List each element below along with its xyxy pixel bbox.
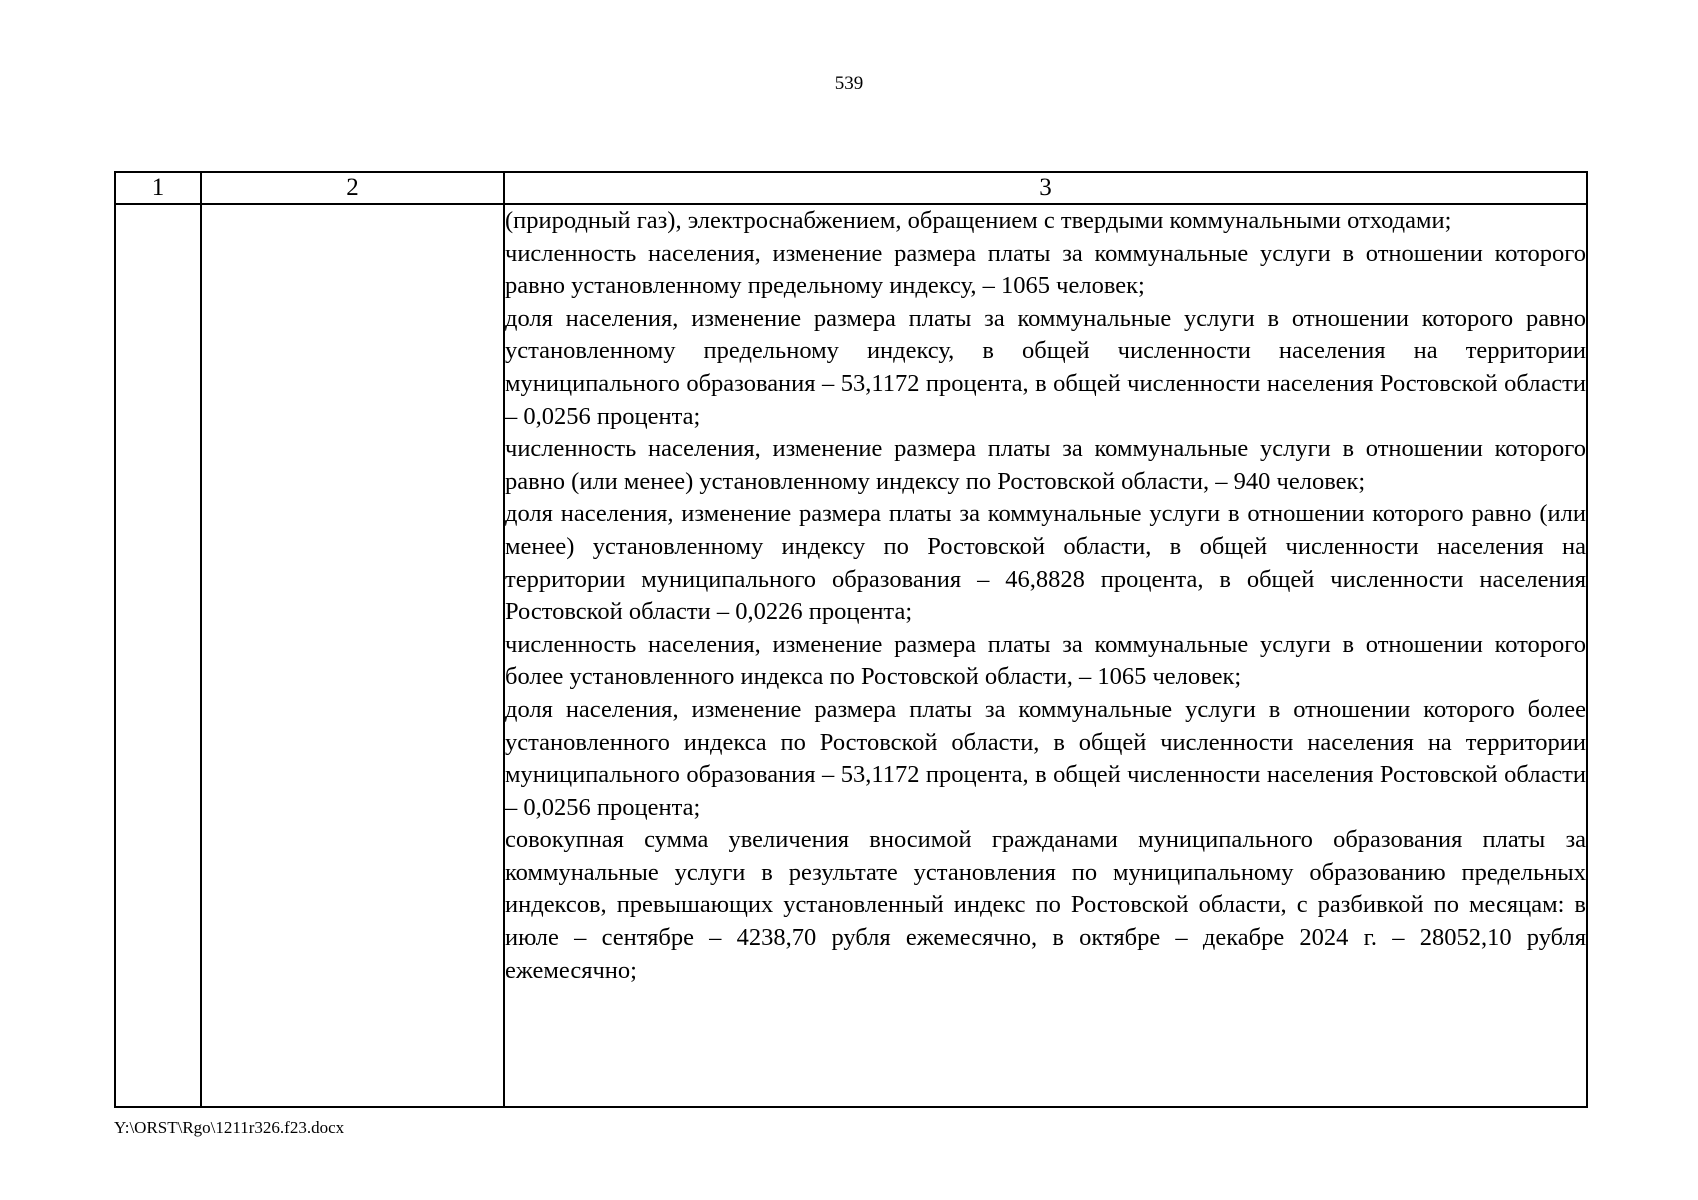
column-header-3: 3	[504, 172, 1587, 204]
table-header-row	[115, 172, 1587, 204]
paragraph: доля населения, изменение размера платы за коммунальные услуги в отношении которого более установленного индекса по Ростовской области, в общей численности населения на территории муниципального образования – 53,1172 процента, в общей численности населения Ростовской области – 0,0256 процента;	[505, 695, 1586, 821]
page-number: 539	[834, 73, 864, 94]
paragraph: доля населения, изменение размера платы за коммунальные услуги в отношении которого равно (или менее) установленному индексу по Ростовской области, в общей численности населения на территории муниципального образования – 46,8828 процента, в общей численности населения Ростовской области – 0,0226 процента;	[505, 500, 1586, 626]
footer-file-path: Y:\ORST\Rgo\1211r326.f23.docx	[114, 1118, 345, 1137]
paragraph: численность населения, изменение размера платы за коммунальные услуги в отношении которого равно установленному предельному индексу, – 1065 человек;	[505, 239, 1586, 300]
paragraph: (природный газ), электроснабжением, обращением с твердыми коммунальными отходами;	[505, 207, 1452, 234]
table-row	[115, 204, 1587, 1107]
document-table	[114, 171, 1588, 1108]
column-header-1: 1	[115, 172, 201, 204]
table-cell-col1	[115, 204, 201, 1107]
table-cell-col2	[201, 204, 504, 1107]
column-header-2: 2	[201, 172, 504, 204]
paragraph: численность населения, изменение размера платы за коммунальные услуги в отношении которого более установленного индекса по Ростовской области, – 1065 человек;	[505, 630, 1586, 691]
paragraph: доля населения, изменение размера платы за коммунальные услуги в отношении которого равно установленному предельному индексу, в общей численности населения на территории муниципального образования – 53,1172 процента, в общей численности населения Ростовской области – 0,0256 процента;	[505, 304, 1586, 430]
paragraph: совокупная сумма увеличения вносимой гражданами муниципального образования платы за коммунальные услуги в результате установления по муниципальному образованию предельных индексов, превышающих установленный индекс по Ростовской области, с разбивкой по месяцам: в июле – сентябре – 4238,70 рубля ежемесячно, в октябре – декабре 2024 г. – 28052,10 рубля ежемесячно;	[505, 826, 1586, 984]
table-cell-col3	[504, 204, 1587, 1107]
paragraph: численность населения, изменение размера платы за коммунальные услуги в отношении которого равно (или менее) установленному индексу по Ростовской области, – 940 человек;	[505, 435, 1586, 495]
